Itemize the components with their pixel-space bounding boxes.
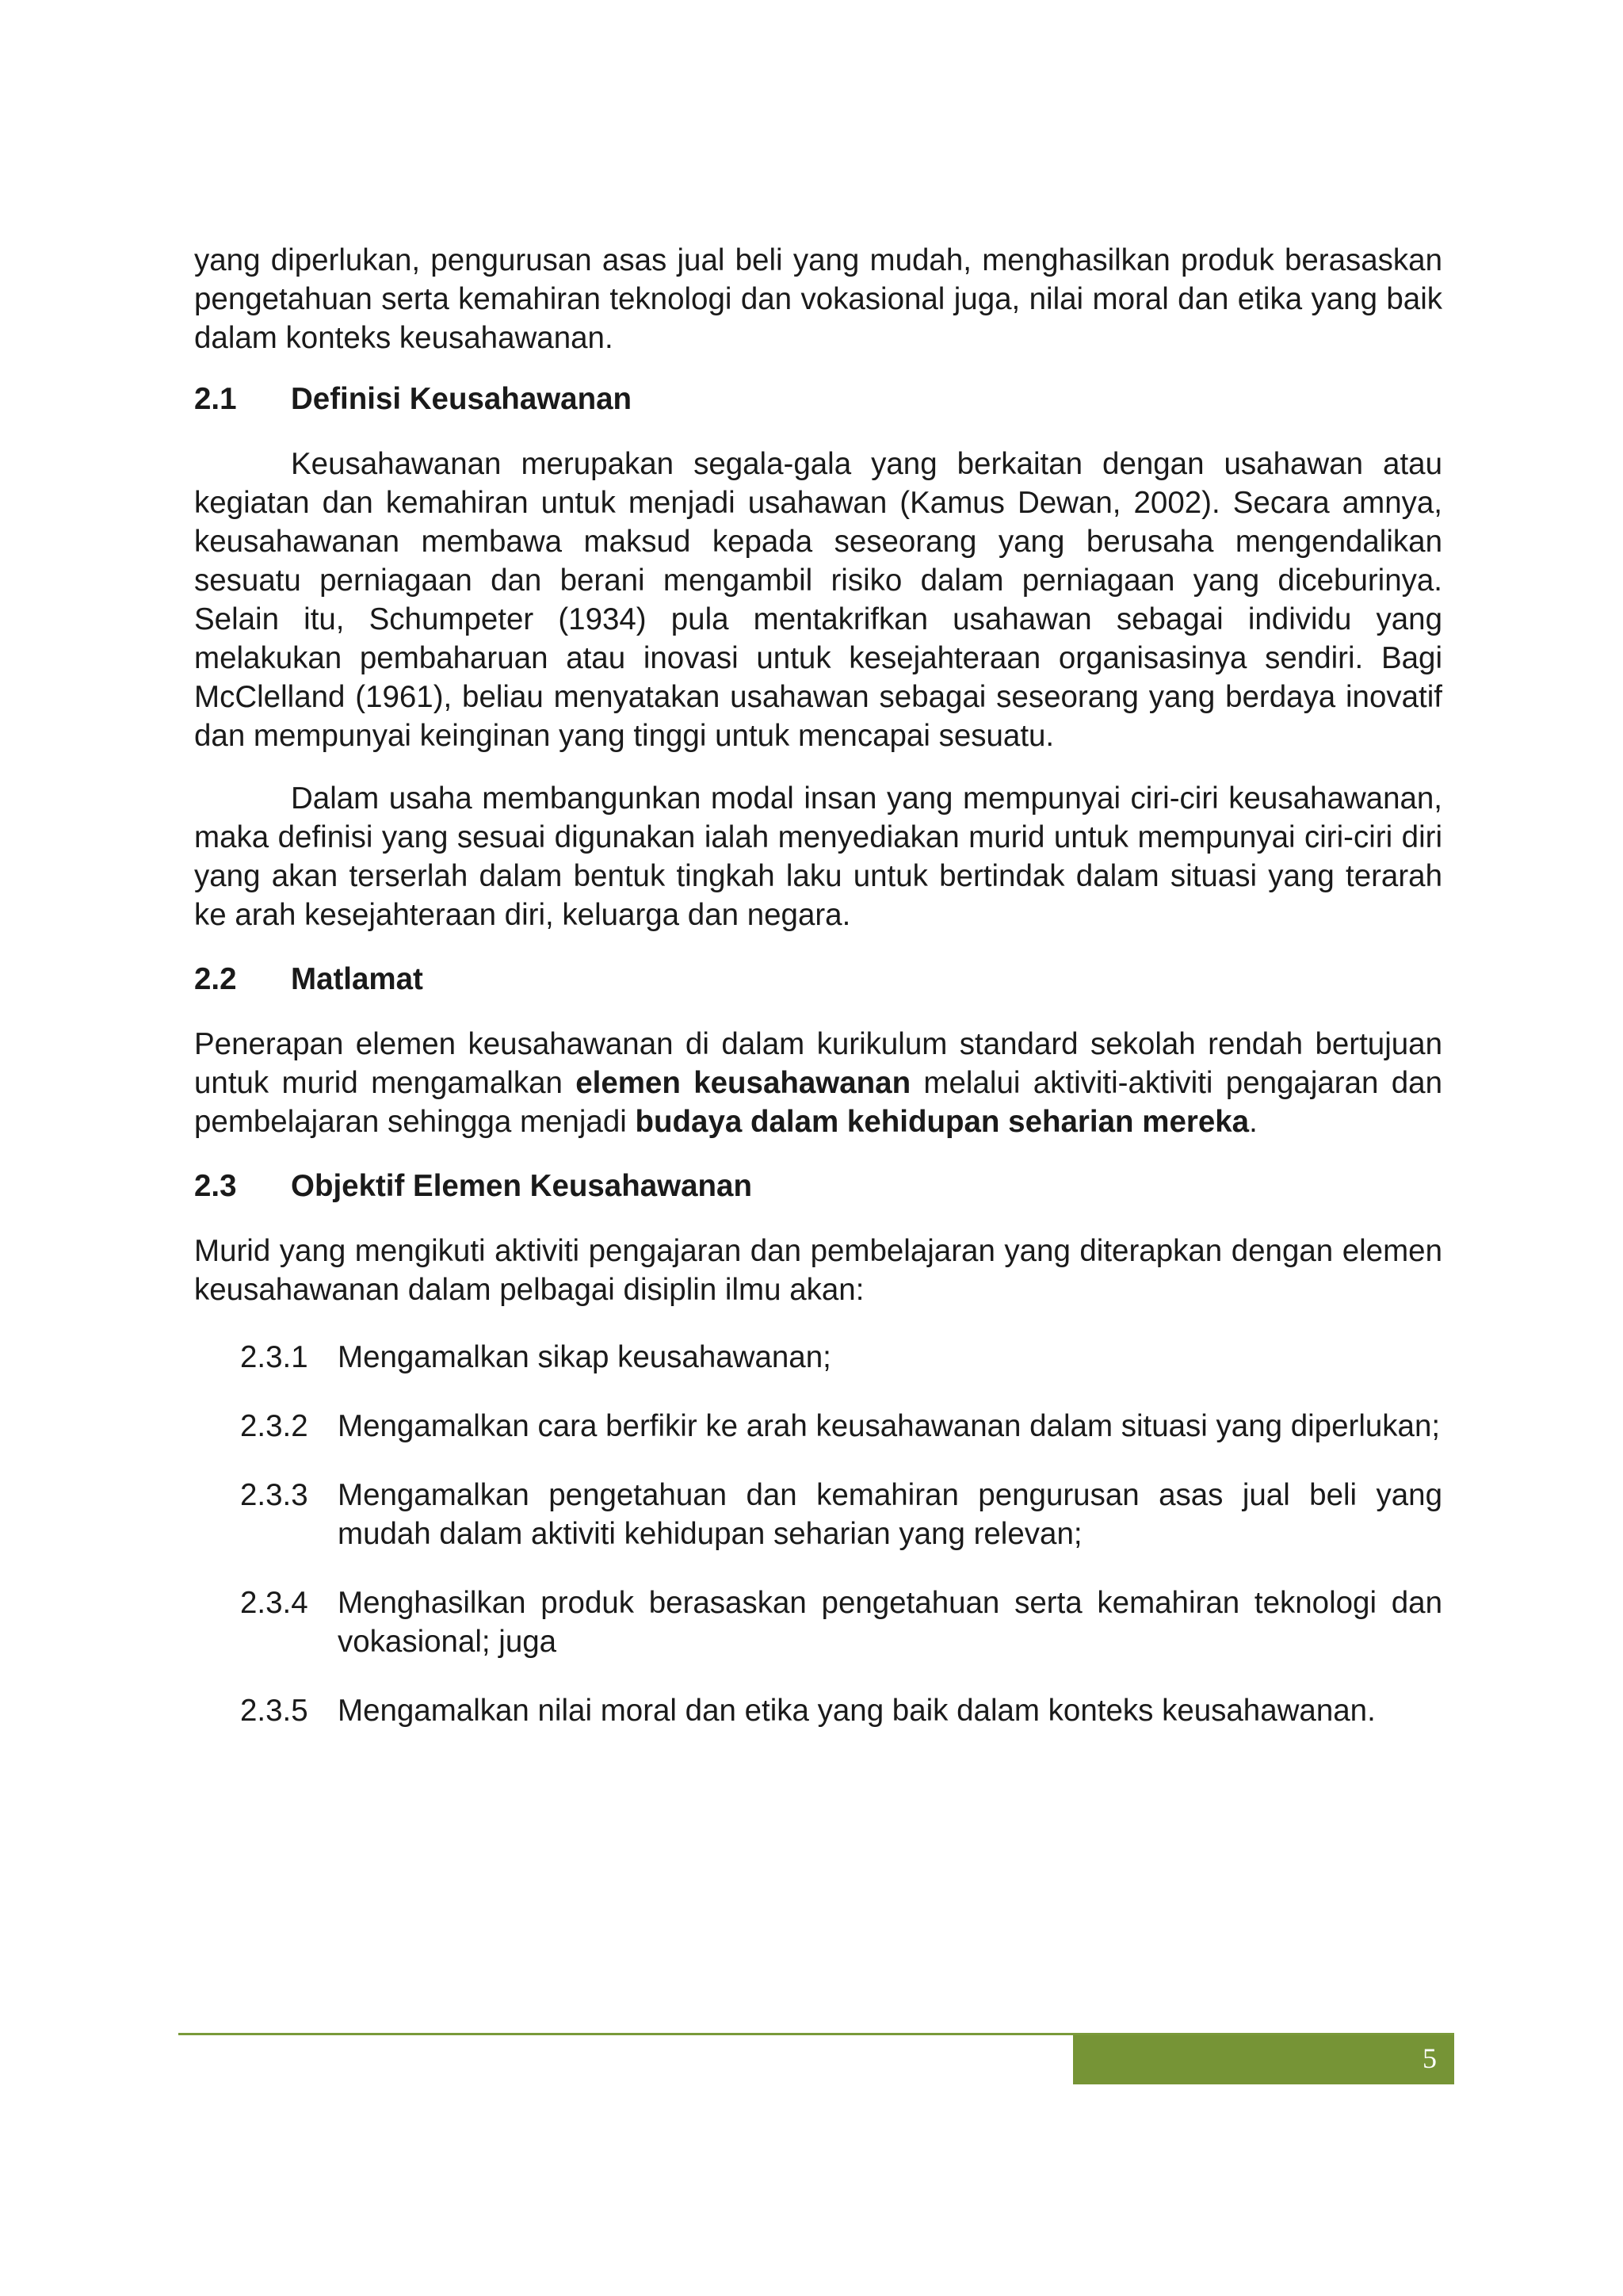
- section-heading-2-3: [194, 1167, 1442, 1205]
- list-item-text: Mengamalkan nilai moral dan etika yang baik dalam konteks keusahawanan.: [338, 1694, 1376, 1728]
- section-number: 2.2: [194, 962, 237, 996]
- list-item-number: 2.3.1: [240, 1340, 308, 1374]
- list-item-number: 2.3.3: [240, 1478, 308, 1512]
- section-heading-2-2: [194, 960, 1442, 999]
- objective-list: [194, 1338, 1442, 1730]
- section-number: 2.3: [194, 1169, 237, 1203]
- definition-paragraph-1: Keusahawanan merupakan segala-gala yang berkaitan dengan usahawan atau kegiatan dan kemahiran untuk menjadi usahawan (Kamus Dewan, 2002). Secara amnya, keusahawanan membawa maksud kepada seseorang yang berusaha mengendalikan sesuatu perniagaan dan berani mengambil risiko dalam perniagaan yang diceburinya. Selain itu, Schumpeter (1934) pula mentakrifkan usahawan sebagai individu yang melakukan pembaharuan atau inovasi untuk kesejahteraan organisasinya sendiri. Bagi McClelland (1961), beliau menyatakan usahawan sebagai seseorang yang berdaya inovatif dan mempunyai keinginan yang tinggi untuk mencapai sesuatu.: [194, 447, 1442, 753]
- goal-text-1: Penerapan elemen keusahawanan di dalam kurikulum standard sekolah rendah bertujuan untuk murid mengamalkan: [194, 1027, 1442, 1100]
- list-item-text: Menghasilkan produk berasaskan pengetahuan serta kemahiran teknologi dan vokasional; juga: [338, 1586, 1442, 1659]
- section-title: Definisi Keusahawanan: [291, 382, 632, 416]
- page-number: 5: [1423, 2042, 1437, 2074]
- list-item-text: Mengamalkan pengetahuan dan kemahiran pengurusan asas jual beli yang mudah dalam aktiviti kehidupan seharian yang relevan;: [338, 1478, 1442, 1551]
- document-body: [194, 241, 1442, 1760]
- definition-paragraph-2: Dalam usaha membangunkan modal insan yang mempunyai ciri-ciri keusahawanan, maka definisi yang sesuai digunakan ialah menyediakan murid untuk mempunyai ciri-ciri diri yang akan terserlah dalam bentuk tingkah laku untuk bertindak dalam situasi yang terarah ke arah kesejahteraan diri, keluarga dan negara.: [194, 781, 1442, 932]
- list-item: [240, 1476, 1442, 1553]
- goal-paragraph: [194, 1025, 1442, 1141]
- section-title: Objektif Elemen Keusahawanan: [291, 1169, 752, 1203]
- list-item: [240, 1584, 1442, 1661]
- section-number: 2.1: [194, 382, 237, 416]
- section-title: Matlamat: [291, 962, 423, 996]
- list-item-number: 2.3.2: [240, 1409, 308, 1443]
- list-item: [240, 1407, 1442, 1446]
- goal-bold-2: budaya dalam kehidupan seharian mereka: [635, 1105, 1250, 1139]
- list-item-text: Mengamalkan sikap keusahawanan;: [338, 1340, 831, 1374]
- list-item: [240, 1691, 1442, 1730]
- list-item-text: Mengamalkan cara berfikir ke arah keusahawanan dalam situasi yang diperlukan;: [338, 1409, 1441, 1443]
- intro-paragraph: yang diperlukan, pengurusan asas jual beli yang mudah, menghasilkan produk berasaskan pengetahuan serta kemahiran teknologi dan vokasional juga, nilai moral dan etika yang baik dalam konteks keusahawanan.: [194, 243, 1442, 355]
- section-heading-2-1: [194, 380, 1442, 418]
- list-item-number: 2.3.5: [240, 1694, 308, 1728]
- goal-text-2: melalui aktiviti-aktiviti pengajaran dan pembelajaran sehingga menjadi: [194, 1066, 1442, 1139]
- list-item-number: 2.3.4: [240, 1586, 308, 1620]
- list-item: [240, 1338, 1442, 1377]
- objective-intro-paragraph: Murid yang mengikuti aktiviti pengajaran dan pembelajaran yang diterapkan dengan elemen keusahawanan dalam pelbagai disiplin ilmu akan:: [194, 1234, 1442, 1307]
- footer-page-box: [1073, 2035, 1454, 2084]
- goal-text-3: .: [1249, 1105, 1258, 1139]
- goal-bold-1: elemen keusahawanan: [575, 1066, 911, 1100]
